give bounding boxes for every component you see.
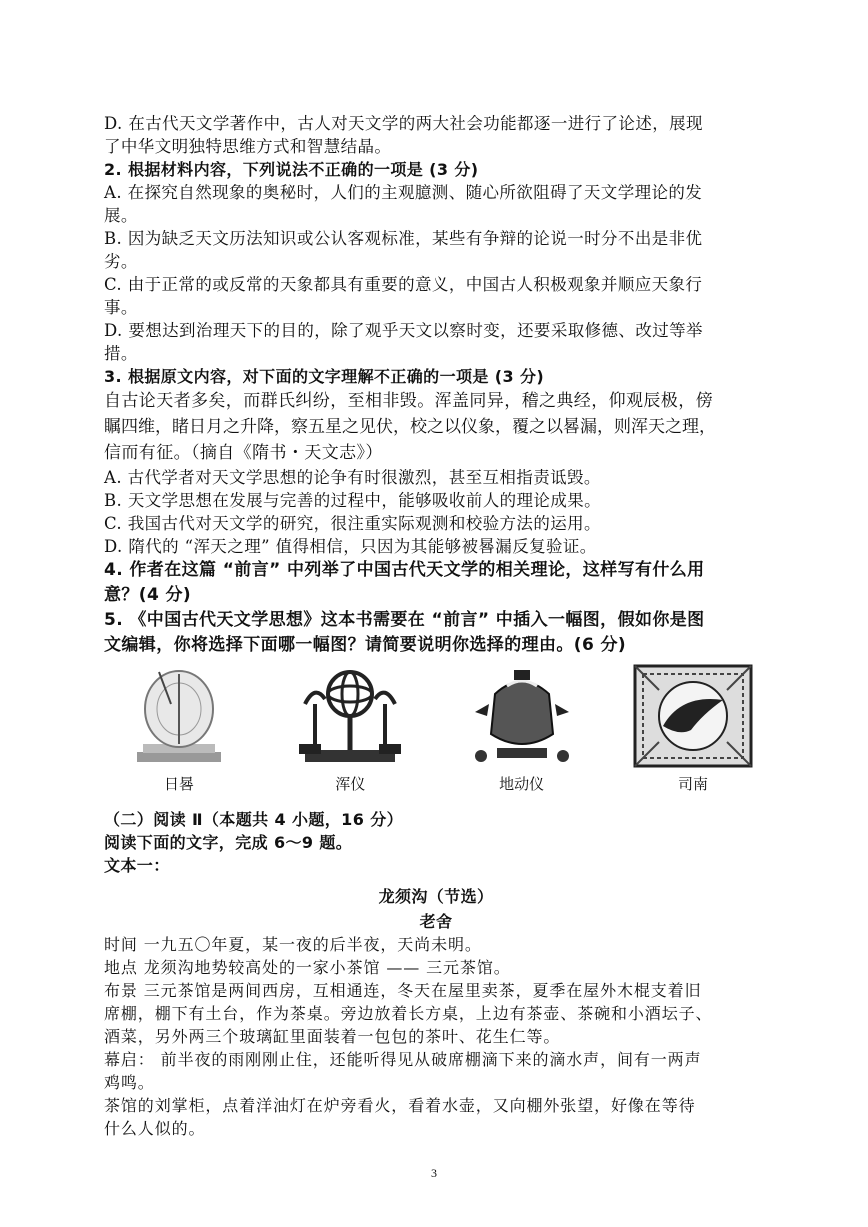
question-5-line1: 5. 《中国古代天文学思想》这本书需要在 “前言” 中插入一幅图，假如你是图 — [104, 610, 705, 630]
q3-quote-line3: 信而有征。（摘自《隋书・天文志》） — [104, 443, 383, 463]
figure-caption: 日晷 — [163, 775, 194, 793]
sundial-icon — [129, 664, 229, 769]
play-liu-line2: 什么人似的。 — [104, 1119, 206, 1138]
q2-option-c-line1: C. 由于正常的或反常的天象都具有重要的意义，中国古人积极观象并顺应天象行 — [104, 275, 703, 294]
section-2-instruction: 阅读下面的文字，完成 6～9 题。 — [104, 833, 353, 852]
q3-option-c: C. 我国古代对天文学的研究，很注重实际观测和校验方法的运用。 — [104, 514, 601, 533]
compass-spoon-icon — [633, 664, 753, 769]
seismoscope-icon — [467, 664, 577, 769]
question-5-line2: 文编辑，你将选择下面哪一幅图？请简要说明你选择的理由。(6 分) — [104, 635, 627, 655]
figure-caption: 地动仪 — [499, 775, 545, 793]
option-d-line1: D. 在古代天文学著作中，古人对天文学的两大社会功能都逐一进行了论述，展现 — [104, 114, 703, 133]
text-one-label: 文本一： — [104, 856, 170, 875]
play-opening-line1: 幕启： 前半夜的雨刚刚止住，还能听得见从破席棚滴下来的滴水声，间有一两声 — [104, 1050, 702, 1069]
armillary-sphere-icon — [295, 664, 405, 769]
q3-quote-line1: 自古论天者多矣，而群氏纠纷，至相非毁。浑盖同异，稽之典经，仰观辰极，傍 — [104, 391, 713, 411]
q2-option-d-line2: 措。 — [104, 344, 138, 363]
question-2: 2. 根据材料内容，下列说法不正确的一项是 (3 分) — [104, 160, 479, 179]
page-content — [104, 112, 768, 1140]
play-opening-line2: 鸡鸣。 — [104, 1073, 155, 1092]
play-set-line2: 席棚，棚下有土台，作为茶桌。旁边放着长方桌，上边有茶壶、茶碗和小酒坛子、 — [104, 1004, 713, 1023]
passage-author: 老舍 — [419, 912, 453, 931]
play-set-line1: 布景 三元茶馆是两间西房，互相通连，冬天在屋里卖茶，夏季在屋外木棍支着旧 — [104, 981, 702, 1000]
figure-compass — [618, 664, 768, 798]
section-2-heading: （二）阅读 Ⅱ（本题共 4 小题，16 分） — [104, 810, 404, 829]
q3-option-d: D. 隋代的 “浑天之理” 值得相信，只因为其能够被晷漏反复验证。 — [104, 537, 597, 556]
figure-caption: 浑仪 — [335, 775, 366, 793]
q2-option-d-line1: D. 要想达到治理天下的目的，除了观乎天文以察时变，还要采取修德、改过等举 — [104, 321, 703, 340]
figure-seismoscope — [447, 664, 597, 798]
question-3: 3. 根据原文内容，对下面的文字理解不正确的一项是 (3 分) — [104, 367, 545, 386]
page-number: 3 — [431, 1166, 437, 1180]
figure-sundial — [104, 664, 254, 798]
question-4-line1: 4. 作者在这篇 “前言” 中列举了中国古代天文学的相关理论，这样写有什么用 — [104, 560, 705, 580]
figure-caption: 司南 — [677, 775, 708, 793]
q2-option-a-line1: A. 在探究自然现象的奥秘时，人们的主观臆测、随心所欲阻碍了天文学理论的发 — [104, 183, 703, 202]
play-place: 地点 龙须沟地势较高处的一家小茶馆 —— 三元茶馆。 — [104, 958, 511, 977]
play-liu-line1: 茶馆的刘掌柜，点着洋油灯在炉旁看火，看着水壶，又向棚外张望，好像在等待 — [104, 1096, 696, 1115]
figure-row — [104, 664, 768, 798]
q2-option-b-line2: 劣。 — [104, 252, 138, 271]
question-4-line2: 意？(4 分) — [104, 585, 192, 605]
q2-option-a-line2: 展。 — [104, 206, 138, 225]
figure-armillary — [275, 664, 425, 798]
q3-quote-line2: 瞩四维，睹日月之升降，察五星之见伏，校之以仪象，覆之以晷漏，则浑天之理， — [104, 417, 716, 437]
play-set-line3: 酒菜，另外两三个玻璃缸里面装着一包包的茶叶、花生仁等。 — [104, 1027, 561, 1046]
play-time: 时间 一九五〇年夏，某一夜的后半夜，天尚未明。 — [104, 935, 482, 954]
q3-option-a: A. 古代学者对天文学思想的论争有时很激烈，甚至互相指责诋毁。 — [104, 468, 601, 487]
q2-option-b-line1: B. 因为缺乏天文历法知识或公认客观标准，某些有争辩的论说一时分不出是非优 — [104, 229, 703, 248]
q3-option-b: B. 天文学思想在发展与完善的过程中，能够吸收前人的理论成果。 — [104, 491, 602, 510]
passage-title: 龙须沟（节选） — [378, 887, 494, 906]
play-text — [104, 933, 768, 1140]
q2-option-c-line2: 事。 — [104, 298, 138, 317]
option-d-line2: 了中华文明独特思维方式和智慧结晶。 — [104, 137, 392, 156]
